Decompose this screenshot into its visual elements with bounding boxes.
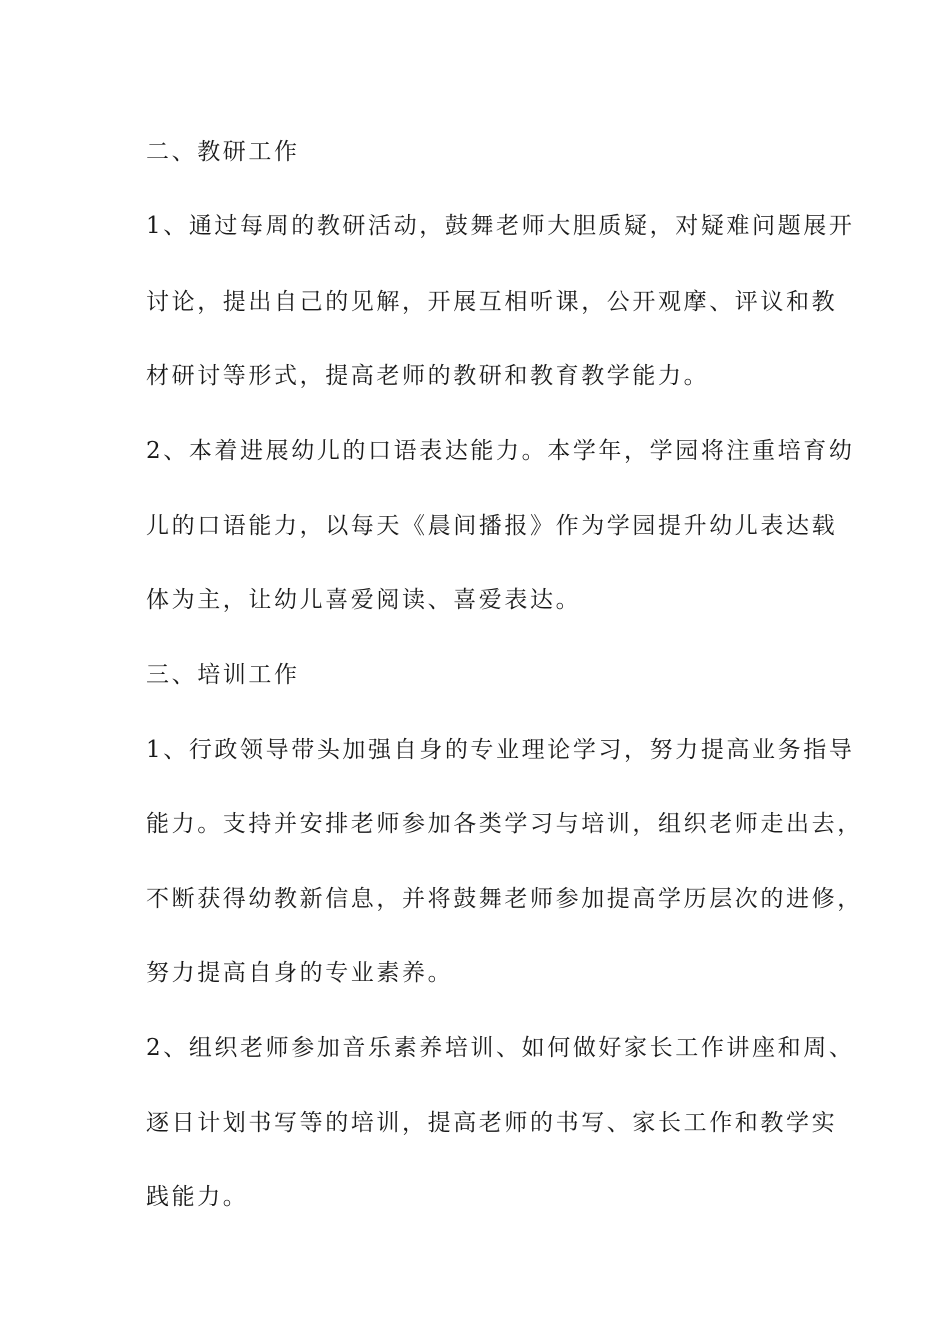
paragraph-line: 逐日计划书写等的培训，提高老师的书写、家长工作和教学实 — [146, 1110, 838, 1136]
paragraph-line: 体为主，让幼儿喜爱阅读、喜爱表达。 — [146, 587, 582, 613]
section-heading-training: 三、培训工作 — [146, 662, 300, 688]
paragraph-line: 讨论，提出自己的见解，开展互相听课，公开观摩、评议和教 — [146, 289, 838, 315]
paragraph-line: 1、通过每周的教研活动，鼓舞老师大胆质疑，对疑难问题展开 — [146, 213, 855, 239]
paragraph-line: 践能力。 — [146, 1184, 249, 1210]
paragraph-line: 2、组织老师参加音乐素养培训、如何做好家长工作讲座和周、 — [146, 1035, 855, 1061]
paragraph-line: 努力提高自身的专业素养。 — [146, 960, 454, 986]
paragraph-line: 儿的口语能力，以每天《晨间播报》作为学园提升幼儿表达载 — [146, 513, 838, 539]
paragraph-line: 1、行政领导带头加强自身的专业理论学习，努力提高业务指导 — [146, 737, 855, 763]
section-heading-teaching-research: 二、教研工作 — [146, 139, 300, 165]
paragraph-line: 不断获得幼教新信息，并将鼓舞老师参加提高学历层次的进修， — [146, 886, 863, 912]
paragraph-line: 能力。支持并安排老师参加各类学习与培训，组织老师走出去， — [146, 811, 863, 837]
paragraph-line: 材研讨等形式，提高老师的教研和教育教学能力。 — [146, 363, 710, 389]
paragraph-line: 2、本着进展幼儿的口语表达能力。本学年，学园将注重培育幼 — [146, 438, 855, 464]
